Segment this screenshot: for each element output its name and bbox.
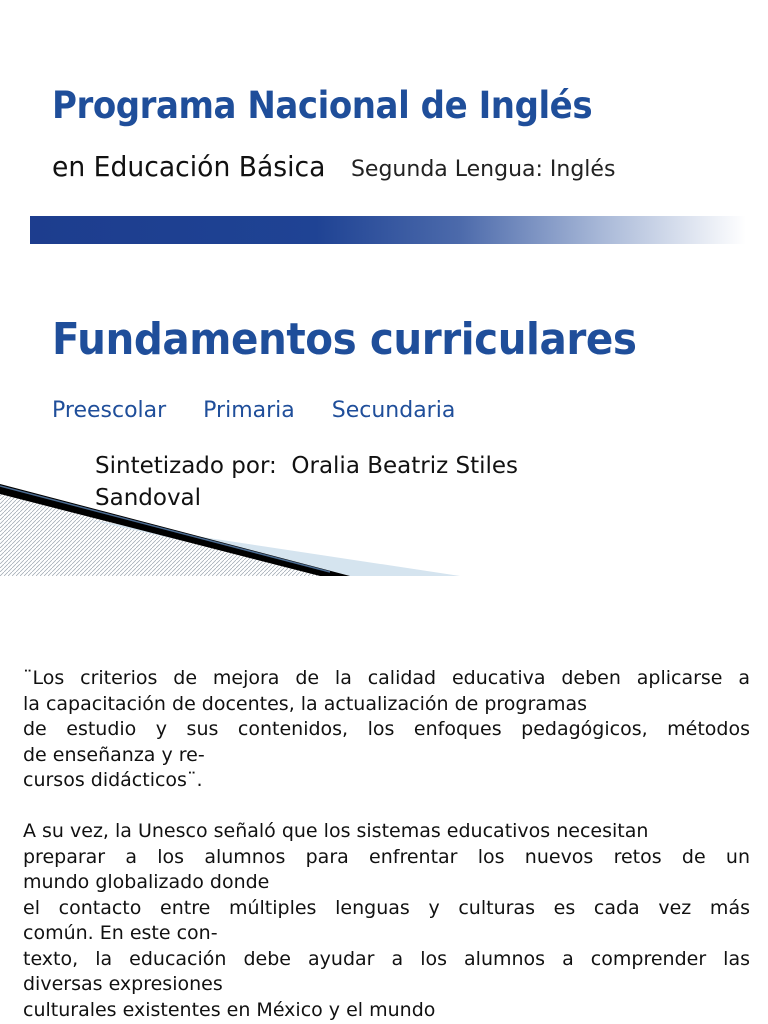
text-line: texto, la educación debe ayudar a los alumnos a comprender las [23, 947, 750, 970]
cropped-levels-text-wrap [52, 384, 612, 423]
text-line: ¨Los criterios de mejora de la calidad educativa deben aplicarse a [23, 667, 750, 689]
author-credit [95, 450, 615, 514]
text-line: de enseñanza y re- [23, 743, 205, 766]
program-language: Segunda Lengua: Inglés [350, 157, 616, 182]
text-line: mundo globalizado donde [23, 871, 270, 893]
text-line: preparar a los alumnos para enfrentar los nuevos retos de un [23, 845, 750, 868]
program-subtitle: en Educación Básica [52, 150, 326, 183]
text-line: A su vez, la Unesco señaló que los sistemas educativos necesitan [23, 820, 649, 842]
text-line: la capacitación de docentes, la actualización de programas [23, 692, 587, 715]
text-line: de estudio y sus contenidos, los enfoques pedagógicos, métodos [23, 718, 750, 740]
subtitle-row [52, 150, 615, 183]
header-gradient-bar [30, 216, 746, 244]
cropped-levels-text: Preescolar Primaria Secundaria [52, 398, 456, 423]
text-line: culturales existentes en México y el mundo [23, 998, 436, 1021]
author-name: Oralia Beatriz Stiles Sandoval [95, 453, 519, 511]
author-label: Sintetizado por: [95, 453, 277, 479]
text-line: el contacto entre múltiples lenguas y culturas es cada vez más [23, 896, 750, 919]
program-title: Programa Nacional de Inglés [52, 84, 593, 127]
text-line: común. En este con- [23, 922, 218, 944]
section-title: Fundamentos curriculares [52, 314, 637, 365]
text-line: cursos didácticos¨. [23, 769, 203, 791]
body-text [23, 666, 750, 1023]
text-line: diversas expresiones [23, 973, 223, 995]
